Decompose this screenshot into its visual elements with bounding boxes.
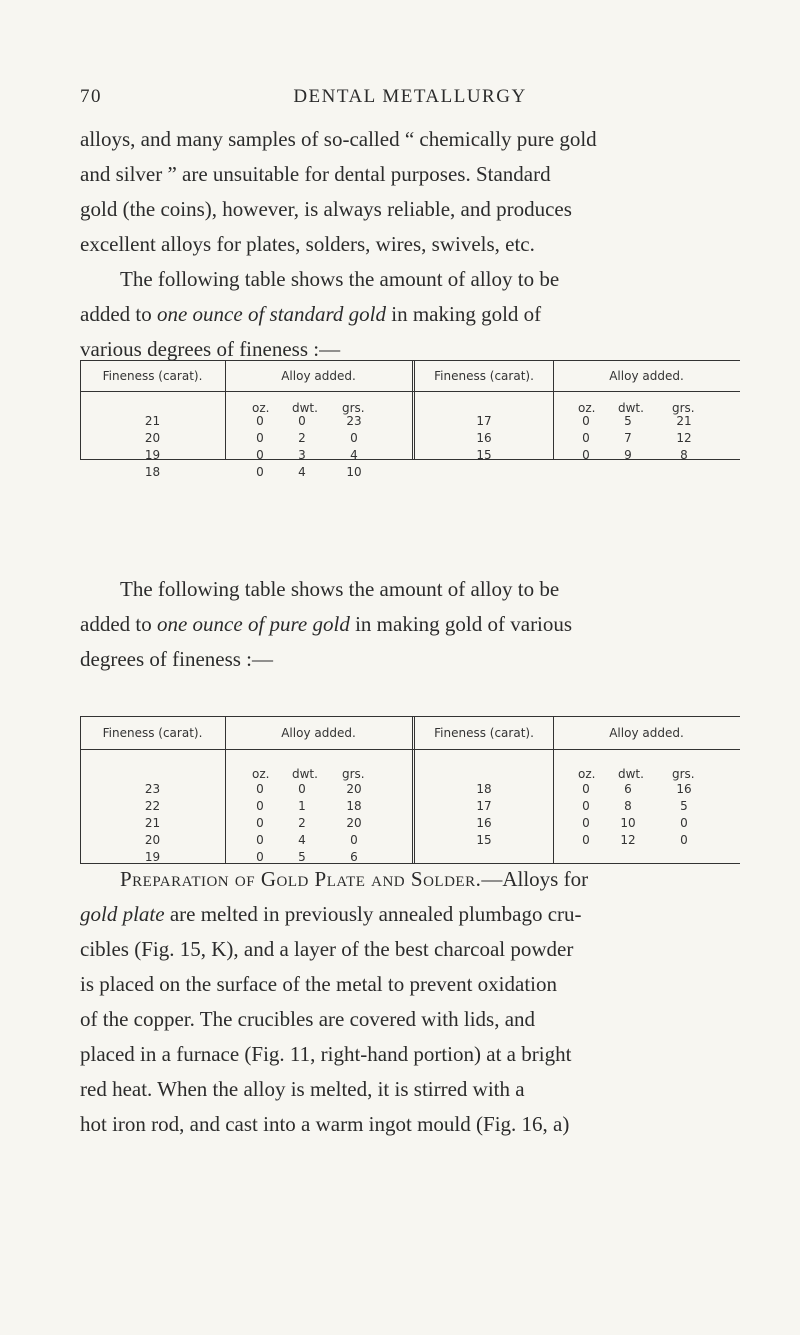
grs-column: 16 5 0 0 xyxy=(676,782,692,847)
dwt-column: 0 2 3 4 xyxy=(298,414,306,479)
intro-paragraph xyxy=(80,122,740,367)
emphasis: one ounce of standard gold xyxy=(156,302,387,326)
dwt-column: 6 8 10 12 xyxy=(620,782,636,847)
emphasis: gold plate xyxy=(80,902,165,926)
fineness-header: Fineness (carat). xyxy=(434,369,534,383)
oz-column: 0 0 0 xyxy=(582,414,590,462)
running-title: DENTAL METALLURGY xyxy=(293,86,527,107)
oz-column: 0 0 0 0 0 xyxy=(256,782,264,864)
unit-grs: grs. xyxy=(672,401,695,415)
unit-grs: grs. xyxy=(672,767,695,781)
text-line: The following table shows the amount of alloy to be xyxy=(120,267,560,291)
unit-oz: oz. xyxy=(252,401,270,415)
grs-column: 21 12 8 xyxy=(676,414,692,462)
alloy-header: Alloy added. xyxy=(281,369,356,383)
carat-column: 23 22 21 20 19 xyxy=(144,782,161,864)
unit-dwt: dwt. xyxy=(292,401,318,415)
unit-dwt: dwt. xyxy=(618,401,644,415)
alloy-header: Alloy added. xyxy=(609,726,684,740)
grs-column: 23 0 4 10 xyxy=(346,414,362,479)
fineness-header: Fineness (carat). xyxy=(102,369,203,383)
standard-gold-alloy-table xyxy=(80,360,740,479)
pure-gold-paragraph xyxy=(80,572,740,677)
text-line: degrees of fineness :— xyxy=(80,647,274,671)
text-line: various degrees of fineness :— xyxy=(80,337,341,361)
text-line: of the copper. The crucibles are covered with lids, and xyxy=(80,1007,536,1031)
fineness-header: Fineness (carat). xyxy=(434,726,534,740)
emphasis: one ounce of pure gold xyxy=(156,612,350,636)
dwt-column: 5 7 9 xyxy=(624,414,632,462)
alloy-header: Alloy added. xyxy=(281,726,356,740)
text-line: cibles (Fig. 15, K), and a layer of the best charcoal powder xyxy=(80,937,574,961)
unit-oz: oz. xyxy=(578,767,596,781)
unit-grs: grs. xyxy=(342,401,365,415)
unit-oz: oz. xyxy=(252,767,270,781)
page-number: 70 xyxy=(80,86,102,107)
text-line: The following table shows the amount of alloy to be xyxy=(120,577,560,601)
unit-dwt: dwt. xyxy=(292,767,318,781)
text-line: Preparation of Gold Plate and Solder.—Alloys for xyxy=(120,867,589,891)
page-header xyxy=(80,86,740,116)
text-line: gold (the coins), however, is always reliable, and produces xyxy=(80,197,572,221)
unit-dwt: dwt. xyxy=(618,767,644,781)
oz-column: 0 0 0 0 xyxy=(256,414,264,479)
carat-column: 21 20 19 18 xyxy=(144,414,161,479)
carat-column: 17 16 15 xyxy=(476,414,492,462)
dwt-column: 0 1 2 4 5 xyxy=(298,782,306,864)
unit-grs: grs. xyxy=(342,767,365,781)
text-line: added to one ounce of pure gold in making gold of various xyxy=(80,612,573,636)
text-line: gold plate are melted in previously annealed plumbago cru- xyxy=(80,902,582,926)
text-line: and silver ” are unsuitable for dental purposes. Standard xyxy=(80,162,551,186)
text-line: red heat. When the alloy is melted, it is stirred with a xyxy=(80,1077,525,1101)
fineness-header: Fineness (carat). xyxy=(102,726,203,740)
grs-column: 20 18 20 0 6 xyxy=(346,782,362,864)
oz-column: 0 0 0 0 xyxy=(582,782,590,847)
unit-oz: oz. xyxy=(578,401,596,415)
carat-column: 18 17 16 15 xyxy=(476,782,492,847)
text-line: excellent alloys for plates, solders, wires, swivels, etc. xyxy=(80,232,535,256)
text-line: alloys, and many samples of so-called “ chemically pure gold xyxy=(80,127,597,151)
text-line: placed in a furnace (Fig. 11, right-hand portion) at a bright xyxy=(80,1042,572,1066)
pure-gold-alloy-table xyxy=(80,716,740,864)
alloy-header: Alloy added. xyxy=(609,369,684,383)
preparation-paragraph xyxy=(80,862,740,1142)
section-heading: Preparation of Gold Plate and Solder. xyxy=(120,867,482,891)
text-line: added to one ounce of standard gold in making gold of xyxy=(80,302,542,326)
text-line: hot iron rod, and cast into a warm ingot mould (Fig. 16, a) xyxy=(80,1112,570,1136)
text-line: is placed on the surface of the metal to prevent oxidation xyxy=(80,972,558,996)
